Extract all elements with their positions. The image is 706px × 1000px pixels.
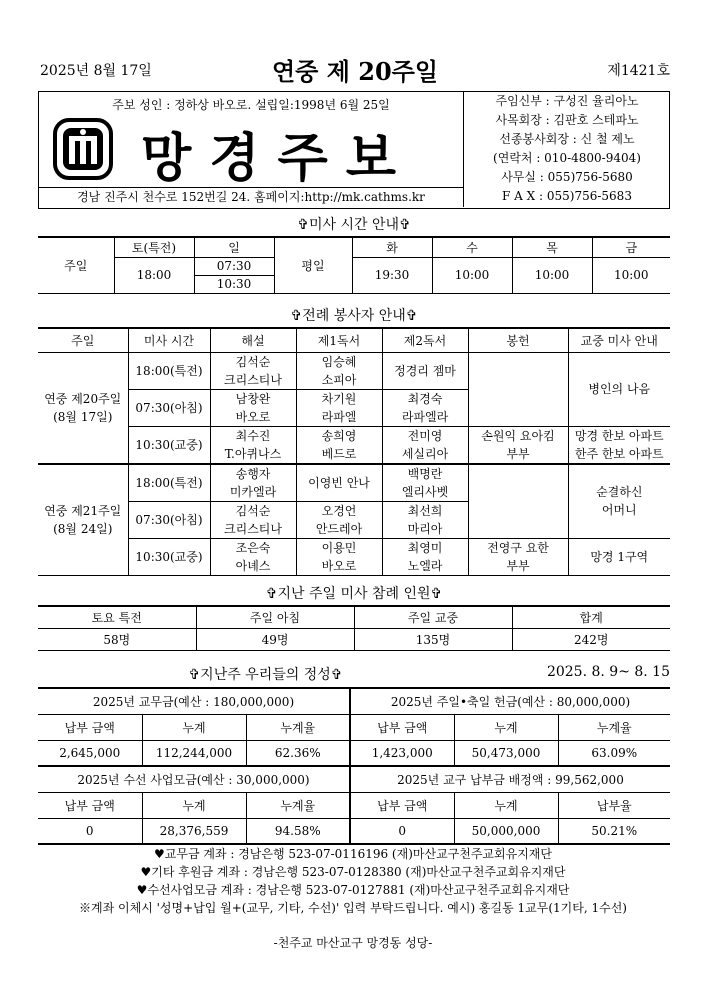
staff-fax: F A X : 055)756-5683 — [502, 189, 632, 203]
name-line: 최경숙 — [407, 391, 443, 406]
name-line: 크리스티나 — [224, 521, 282, 536]
mass-times-title: ✞미사 시간 안내✞ — [297, 217, 411, 233]
week2-offering-blank — [468, 464, 568, 539]
name-line: 망경 한보 아파트 — [574, 428, 664, 443]
name-line: 전미영 — [407, 428, 443, 443]
week2-time-3: 10:30(교중) — [128, 538, 210, 575]
week2-reading1-2 — [296, 501, 382, 538]
tue-time: 19:30 — [352, 257, 432, 293]
box1-header-cumulative: 누계 — [142, 714, 246, 740]
week2-reading1-3 — [296, 538, 382, 575]
attendance-table — [38, 605, 670, 651]
box1-header-amount: 납부 금액 — [38, 714, 142, 740]
masthead — [38, 91, 670, 209]
page-title: 연중 제 20주일 — [271, 57, 439, 86]
saturday-label: 토(특전) — [114, 237, 194, 257]
staff-contact: (연락처 : 010-4800-9404) — [493, 151, 641, 165]
wed-time: 10:00 — [432, 257, 512, 293]
sunday-label: 주일 — [38, 237, 114, 293]
name-line: 조은숙 — [235, 540, 271, 555]
week1-guide-2 — [568, 426, 670, 464]
week1-label-line2: (8월 17일) — [53, 409, 113, 424]
week1-reading2-2 — [382, 389, 468, 426]
week2-time-1: 18:00(특전) — [128, 464, 210, 502]
box3-amount: 0 — [38, 818, 142, 844]
attendance-header-sat: 토요 특전 — [38, 606, 196, 628]
name-line: 이영빈 안나 — [308, 475, 370, 490]
box4-title: 2025년 교구 납부금 배정액 : 99,562,000 — [350, 766, 670, 792]
box2-header-cumulative: 누계 — [454, 714, 558, 740]
week1-commentary-3 — [210, 426, 296, 464]
name-line: 손원익 요아킴 — [481, 428, 555, 443]
attendance-header-total: 합계 — [512, 606, 670, 628]
weekday-wed: 수 — [432, 237, 512, 257]
week2-time-2: 07:30(아침) — [128, 501, 210, 538]
box3-cumulative: 28,376,559 — [142, 818, 246, 844]
name-line: 소피아 — [321, 372, 357, 387]
donations-title: ✞지난주 우리들의 정성✞ — [188, 667, 343, 683]
sunday-time-1: 07:30 — [194, 257, 274, 275]
week1-time-1: 18:00(특전) — [128, 352, 210, 389]
week2-label-line1: 연중 제21주일 — [44, 503, 122, 518]
box4-header-cumulative: 누계 — [454, 792, 558, 818]
founded-info: 주보 성인 : 정하상 바오로. 설립일:1998년 6월 25일 — [112, 98, 390, 112]
name-line: 김석순 — [235, 503, 271, 518]
box4-amount: 0 — [350, 818, 454, 844]
name-line: 남창완 — [235, 391, 271, 406]
donations-table — [38, 687, 670, 845]
mass-times-table — [38, 236, 670, 294]
box4-header-rate: 납부율 — [558, 792, 670, 818]
name-line: 백명란 — [407, 466, 443, 481]
name-line: 부부 — [506, 446, 530, 461]
name-line: 안드레아 — [315, 521, 363, 536]
vol-header-sunday: 주일 — [38, 328, 128, 352]
box4-rate: 50.21% — [558, 818, 670, 844]
staff-council: 사목회장 : 김판호 스테파노 — [495, 113, 639, 127]
footer: -천주교 마산교구 망경동 성당- — [273, 936, 433, 950]
week1-guide: 병인의 나음 — [568, 352, 670, 426]
week1-reading2-1 — [382, 352, 468, 389]
week1-reading1-1 — [296, 352, 382, 389]
name-line: 라파엘라 — [401, 409, 449, 424]
box4-cumulative: 50,000,000 — [454, 818, 558, 844]
box1-cumulative: 112,244,000 — [142, 740, 246, 766]
name-line: 정경리 젬마 — [394, 363, 456, 378]
box2-header-rate: 누계율 — [558, 714, 670, 740]
vol-header-offering: 봉헌 — [468, 328, 568, 352]
attendance-title: ✞지난 주일 미사 참례 인원✞ — [265, 586, 443, 602]
week2-reading2-2 — [382, 501, 468, 538]
name-line: 크리스티나 — [224, 372, 282, 387]
name-line: 오경언 — [321, 503, 357, 518]
name-line: 이용민 — [321, 540, 357, 555]
name-line: 아녜스 — [235, 558, 271, 573]
box2-title: 2025년 주일•축일 헌금(예산 : 80,000,000) — [350, 688, 670, 714]
week2-reading2-3 — [382, 538, 468, 575]
box1-rate: 62.36% — [246, 740, 350, 766]
staff-pastor: 주임신부 : 구성진 율리아노 — [495, 94, 639, 108]
week1-time-2: 07:30(아침) — [128, 389, 210, 426]
name-line: 베드로 — [321, 446, 357, 461]
name-line: 어머니 — [601, 503, 637, 517]
bulletin-date: 2025년 8월 17일 — [40, 63, 152, 79]
name-line: 세실리아 — [401, 446, 449, 461]
top-header — [40, 52, 670, 86]
name-line: 송희영 — [321, 428, 357, 443]
week2-offering — [468, 538, 568, 575]
week1-label — [38, 352, 128, 464]
account-note: ※계좌 이체시 '성명+납입 월+(교무, 기타, 수선)' 입력 부탁드립니다. 예시) 홍길동 1교무(1기타, 1수선) — [79, 901, 627, 915]
week1-commentary-2 — [210, 389, 296, 426]
fri-time: 10:00 — [592, 257, 670, 293]
box1-header-rate: 누계율 — [246, 714, 350, 740]
name-line: 차기원 — [321, 391, 357, 406]
week2-label-line2: (8월 24일) — [53, 521, 113, 536]
box2-amount: 1,423,000 — [350, 740, 454, 766]
box3-header-amount: 납부 금액 — [38, 792, 142, 818]
week2-reading1-1 — [296, 464, 382, 502]
vol-header-reading1: 제1독서 — [296, 328, 382, 352]
thu-time: 10:00 — [512, 257, 592, 293]
masthead-left — [39, 92, 464, 207]
week1-offering-blank — [468, 352, 568, 426]
name-line: 최수진 — [235, 428, 271, 443]
attendance-header-main: 주일 교중 — [354, 606, 512, 628]
box2-rate: 63.09% — [558, 740, 670, 766]
box4-header-amount: 납부 금액 — [350, 792, 454, 818]
name-line: 마리아 — [407, 521, 443, 536]
attendance-main: 135명 — [354, 628, 512, 650]
name-line: T.아퀴나스 — [224, 446, 282, 461]
volunteers-title: ✞전례 봉사자 안내✞ — [290, 308, 418, 324]
week1-commentary-1 — [210, 352, 296, 389]
church-address: 경남 진주시 천수로 152번길 24. 홈페이지:http://mk.cathms.kr — [39, 187, 463, 207]
name-line: 김석순 — [235, 354, 271, 369]
weekday-fri: 금 — [592, 237, 670, 257]
box3-header-cumulative: 누계 — [142, 792, 246, 818]
account-tithe: ♥교무금 계좌 : 경남은행 523-07-0116196 (재)마산교구천주교회유지재단 — [154, 847, 552, 861]
name-line: 전영구 요한 — [487, 540, 549, 555]
name-line: 최선희 — [407, 503, 443, 518]
name-line: 미카엘라 — [229, 484, 277, 499]
weekday-tue: 화 — [352, 237, 432, 257]
staff-funeral: 선종봉사회장 : 신 철 제노 — [499, 132, 635, 146]
attendance-header-morning: 주일 아침 — [196, 606, 354, 628]
week2-commentary-3 — [210, 538, 296, 575]
week2-guide-3: 망경 1구역 — [568, 538, 670, 575]
attendance-total: 242명 — [512, 628, 670, 650]
week1-reading2-3 — [382, 426, 468, 464]
week1-label-line1: 연중 제20주일 — [44, 391, 122, 406]
name-line: 노엘라 — [407, 558, 443, 573]
weekday-thu: 목 — [512, 237, 592, 257]
staff-list — [467, 92, 667, 207]
logo-row — [49, 114, 459, 189]
box1-amount: 2,645,000 — [38, 740, 142, 766]
staff-office: 사무실 : 055)756-5680 — [501, 170, 633, 184]
week2-reading2-1 — [382, 464, 468, 502]
attendance-sat: 58명 — [38, 628, 196, 650]
box3-header-rate: 누계율 — [246, 792, 350, 818]
box3-rate: 94.58% — [246, 818, 350, 844]
sunday-time-2: 10:30 — [194, 275, 274, 293]
week1-reading1-3 — [296, 426, 382, 464]
name-line: 엘리사벳 — [401, 484, 449, 499]
name-line: 바오로 — [321, 558, 357, 573]
name-line: 한주 한보 아파트 — [574, 446, 664, 461]
week2-guide — [568, 464, 670, 539]
week1-reading1-2 — [296, 389, 382, 426]
parish-emblem-icon — [53, 118, 113, 180]
account-donation: ♥기타 후원금 계좌 : 경남은행 523-07-0128380 (재)마산교구천주교회유지재단 — [140, 865, 566, 879]
sun-label: 일 — [194, 237, 274, 257]
vol-header-reading2: 제2독서 — [382, 328, 468, 352]
week2-commentary-2 — [210, 501, 296, 538]
box2-header-amount: 납부 금액 — [350, 714, 454, 740]
week1-time-3: 10:30(교중) — [128, 426, 210, 464]
account-info — [0, 845, 706, 917]
name-line: 바오로 — [235, 409, 271, 424]
account-repair: ♥수선사업모금 계좌 : 경남은행 523-07-0127881 (재)마산교구천주교회유지재단 — [136, 883, 570, 897]
vol-header-commentary: 해설 — [210, 328, 296, 352]
name-line: 부부 — [506, 558, 530, 573]
week2-commentary-1 — [210, 464, 296, 502]
name-line: 임승혜 — [321, 354, 357, 369]
box2-cumulative: 50,473,000 — [454, 740, 558, 766]
name-line: 최영미 — [407, 540, 443, 555]
vol-header-time: 미사 시간 — [128, 328, 210, 352]
box1-title: 2025년 교무금(예산 : 180,000,000) — [38, 688, 350, 714]
issue-number: 제1421호 — [607, 63, 670, 79]
attendance-morning: 49명 — [196, 628, 354, 650]
donations-header — [38, 664, 670, 684]
name-line: 순결하신 — [596, 485, 643, 499]
week1-offering — [468, 426, 568, 464]
name-line: 송행자 — [235, 466, 271, 481]
vol-header-guide: 교중 미사 안내 — [568, 328, 670, 352]
box3-title: 2025년 수선 사업모금(예산 : 30,000,000) — [38, 766, 350, 792]
donations-period: 2025. 8. 9~ 8. 15 — [546, 664, 670, 680]
name-line: 라파엘 — [321, 409, 357, 424]
saturday-time: 18:00 — [114, 257, 194, 293]
logo-title: 망경주보 — [141, 128, 414, 189]
week2-label — [38, 464, 128, 576]
weekday-label: 평일 — [274, 237, 352, 293]
volunteers-table — [38, 327, 670, 576]
